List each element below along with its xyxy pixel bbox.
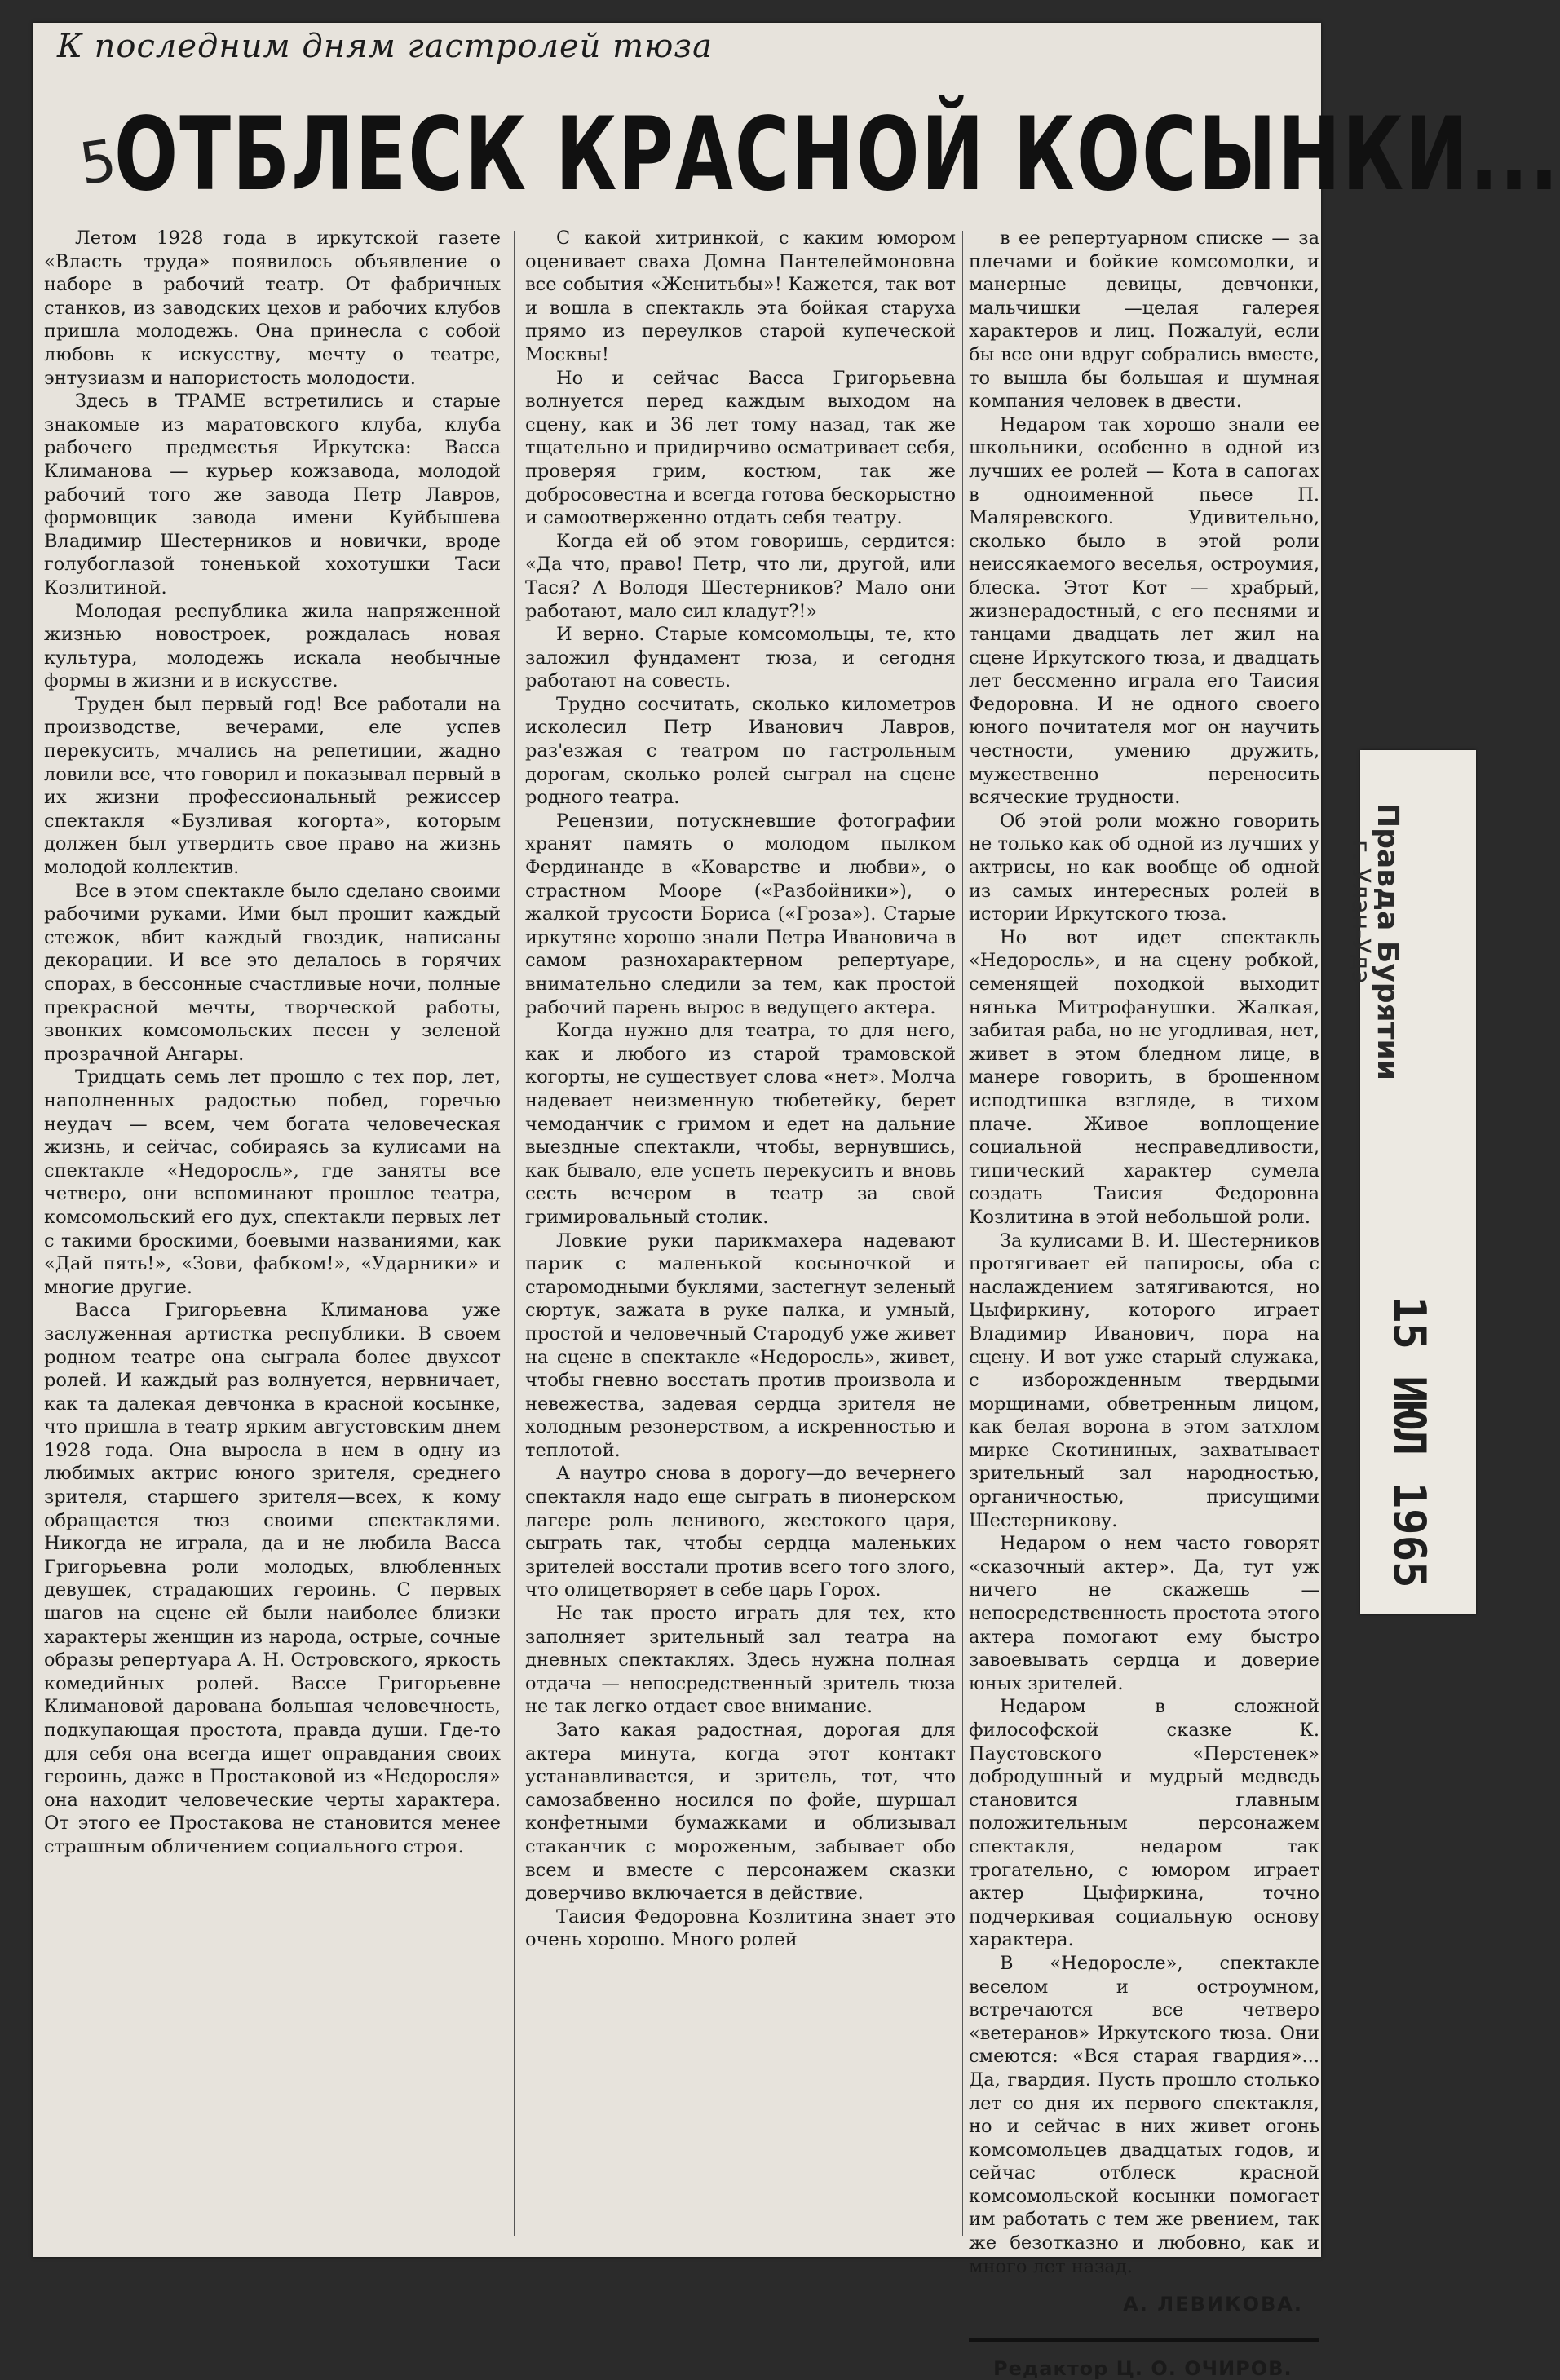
paragraph: Васса Григорьевна Климанова уже заслуженная артистка республики. В своем родном театре она сыграла более двухсот ролей. И каждый раз волнуется, нервничает, как та далекая девчонка в красной косынке, что пришла в театр ярким августовским днем 1928 года. Она выросла в нем в одну из любимых актрис юного зрителя, среднего зрителя, старшего зрителя—всех, к кому обращается тюз своими спектаклями. Никогда не играла, да и не любила Васса Григорьевна роли молодых, влюбленных девушек, страдающих героинь. С первых шагов на сцене ей были наиболее близки характеры женщин из народа, острые, сочные образы репертуара А. Н. Островского, яркость комедийных ролей. Вассе Григорьевне Климановой дарована большая человечность, подкупающая простота, правда души. Где-то для себя она всегда ищет оправдания своих героинь, даже в Простаковой из «Недоросля» она находит человеческие черты характера. От этого ее Простакова не становится менее страшным обличением социального строя.: [44, 1300, 501, 1857]
paragraph: Молодая республика жила напряженной жизнью новостроек, рождалась новая культура, молодежь искала необычные формы в жизни и в искусстве.: [44, 600, 501, 692]
paragraph: Рецензии, потускневшие фотографии хранят память о молодом пылком Фердинанде в «Коварстве и любви», о страстном Мооре («Разбойники»), о жалкой трусости Бориса («Гроза»). Старые иркутяне хорошо знали Петра Ивановича в самом разнохарактерном репертуаре, внимательно следили за тем, как простой рабочий парень вырос в ведущего актера.: [525, 810, 956, 1018]
paragraph: Ловкие руки парикмахера надевают парик с маленькой косыночкой и старомодными буклями, застегнут зеленый сюртук, зажата в руке палка, и умный, простой и человечный Стародуб уже живет на сцене в спектакле «Недоросль», живет, чтобы гневно восстать против произвола и невежества, задевая сердца зрителя не холодным резонерством, а искренностью и теплотой.: [525, 1230, 956, 1461]
paragraph: В «Недоросле», спектакле веселом и остроумном, встречаются все четверо «ветеранов» Иркутского тюза. Они смеются: «Вся старая гвардия»... Да, гвардия. Пусть прошло столько лет со дня их первого спектакля, но и сейчас в них живет огонь комсомольцев двадцатых годов, и сейчас отблеск красной комсомольской косынки помогает им работать с тем же рвением, так же безотказно и любовно, как и много лет назад.: [969, 1952, 1319, 2277]
article-column-2: [525, 227, 956, 2241]
paragraph: в ее репертуарном списке — за плечами и бойкие комсомолки, и манерные девицы, девчонки, мальчишки —целая галерея характеров и лиц. Пожалуй, если бы все они вдруг собрались вместе, то вышла бы большая и шумная компания человек в двести.: [969, 227, 1319, 413]
date-stamp: 15 ИЮЛ 1965: [1384, 1296, 1435, 1588]
paragraph: Когда нужно для театра, то для него, как и любого из старой трамовской когорты, не существует слова «нет». Молча надевает неизменную тюбетейку, берет чемоданчик с гримом и едет на дальние выездные спектакли, чтобы, вернувшись, как бывало, еле успеть перекусить и вновь сесть вечером в театр за свой гримировальный столик.: [525, 1020, 956, 1228]
paragraph: Об этой роли можно говорить не только как об одной из лучших у актрисы, но как вообще об одной из самых интересных ролей в истории Иркутского тюза.: [969, 810, 1319, 925]
paragraph: Но вот идет спектакль «Недоросль», и на сцену робкой, семенящей походкой выходит нянька Митрофанушки. Жалкая, забитая раба, но не угодливая, нет, живет в этом бледном лице, в манере говорить, в брошенном исподтишка взгляде, в тихом плаче. Живое воплощение социальной несправедливости, типический характер сумела создать Таисия Федоровна Козлитина в этой небольшой роли.: [969, 926, 1319, 1228]
author-signature: А. ЛЕВИКОВА.: [1123, 2293, 1303, 2316]
headline: ОТБЛЕСК КРАСНОЙ КОСЫНКИ...: [114, 95, 1560, 214]
article-column-3: [969, 227, 1319, 2380]
paragraph: Здесь в ТРАМЕ встретились и старые знакомые из маратовского клуба, клуба рабочего предместья Иркутска: Васса Климанова — курьер кожзавода, молодой рабочий того же завода Петр Лавров, формовщик завода имени Куйбышева Владимир Шестерников и новички, вроде голубоглазой тоненькой хохотушки Таси Козлитиной.: [44, 391, 501, 598]
paragraph: Все в этом спектакле было сделано своими рабочими руками. Ими был прошит каждый стежок, вбит каждый гвоздик, написаны декорации. И все это делалось в горячих спорах, в бессонные счастливые ночи, полные прекрасной мечты, творческой работы, звонких комсомольских песен у зеленой прозрачной Ангары.: [44, 880, 501, 1065]
handwritten-mark: 5: [75, 126, 122, 198]
source-city: г. Улан-Удэ: [1346, 840, 1375, 984]
paragraph: Недаром о нем часто говорят «сказочный актер». Да, тут уж ничего не скажешь — непосредственность простота этого актера помогают ему быстро завоевывать сердца и доверие юных зрителей.: [969, 1533, 1319, 1694]
rubric: К последним дням гастролей тюза: [57, 28, 713, 65]
paragraph: Не так просто играть для тех, кто заполняет зрительный зал театра на дневных спектаклях. Здесь нужна полная отдача — непосредственный зритель тюза не так легко отдает свое внимание.: [525, 1603, 956, 1718]
paragraph: А наутро снова в дорогу—до вечернего спектакля надо еще сыграть в пионерском лагере роль ленивого, жестокого царя, сыграть так, чтобы сердца маленьких зрителей восстали против всего того злого, что олицетворяет в себе царь Горох.: [525, 1463, 956, 1601]
paragraph: За кулисами В. И. Шестерников протягивает ей папиросы, оба с наслаждением затягиваются, но Цыфиркину, которого играет Владимир Иванович, пора на сцену. И вот уже старый служака, с изборожденным твердыми морщинами, обветренным лицом, как белая ворона в этом затхлом мирке Скотининых, захватывает зрительный зал народностью, органичностью, присущими Шестерникову.: [969, 1230, 1319, 1531]
column-divider: [962, 231, 963, 2236]
column-divider: [514, 231, 515, 2236]
paragraph: Летом 1928 года в иркутской газете «Власть труда» появилось объявление о наборе в рабочий театр. От фабричных станков, из заводских цехов и рабочих клубов пришла молодежь. Она принесла с собой любовь к искусству, мечту о театре, энтузиазм и напористость молодости.: [44, 227, 501, 389]
footer-rule: [969, 2338, 1319, 2342]
paragraph: С какой хитринкой, с каким юмором оценивает сваха Домна Пантелеймоновна все события «Женитьбы»! Кажется, так вот и вошла в спектакль эта бойкая старуха прямо из переулков старой купеческой Москвы!: [525, 227, 956, 365]
paragraph: Тридцать семь лет прошло с тех пор, лет, наполненных радостью побед, горечью неудач — всем, чем богата человеческая жизнь, и сейчас, собираясь за кулисами на спектакле «Недоросль», где заняты все четверо, они вспоминают прошлое театра, комсомольский его дух, спектакли первых лет с такими броскими, боевыми названиями, как «Дай пять!», «Зови, фабком!», «Ударники» и многие другие.: [44, 1066, 501, 1298]
paragraph: Таисия Федоровна Козлитина знает это очень хорошо. Много ролей: [525, 1905, 956, 1951]
paragraph: Трудно сосчитать, сколько километров исколесил Петр Иванович Лавров, раз'езжая с театром по гастрольным дорогам, сколько ролей сыграл на сцене родного театра.: [525, 693, 956, 809]
paragraph: Зато какая радостная, дорогая для актера минута, когда этот контакт устанавливается, и зритель, тот, что самозабвенно носился по фойе, шуршал конфетными бумажками и облизывал стаканчик с мороженым, забывает обо всем и вместе с персонажем сказки доверчиво включается в действие.: [525, 1720, 956, 1905]
paragraph: Но и сейчас Васса Григорьевна волнуется перед каждым выходом на сцену, как и 36 лет тому назад, так же тщательно и придирчиво осматривает себя, проверяя грим, костюм, так же добросовестна и всегда готова бескорыстно и самоотверженно отдать себя театру.: [525, 367, 956, 529]
article-column-1: [44, 227, 501, 2241]
paragraph: Когда ей об этом говоришь, сердится: «Да что, право! Петр, что ли, другой, или Тася? А Володя Шестерников? Мало они работают, мало сил кладут?!»: [525, 530, 956, 622]
paragraph: Труден был первый год! Все работали на производстве, вечерами, еле успев перекусить, мчались на репетиции, жадно ловили все, что говорил и показывал первый в их жизни профессиональный режиссер спектакля «Бузливая когорта», которым должен был утвердить свое право на жизнь молодой коллектив.: [44, 693, 501, 879]
paragraph: И верно. Старые комсомольцы, те, кто заложил фундамент тюза, и сегодня работают на совесть.: [525, 624, 956, 692]
paragraph: Недаром так хорошо знали ее школьники, особенно в одной из лучших ее ролей — Кота в сапогах в одноименной пьесе П. Маляревского. Удивительно, сколько было в этой роли неиссякаемого веселья, остроумия, блеска. Этот Кот — храбрый, жизнерадостный, с его песнями и танцами двадцать лет жил на сцене Иркутского тюза, и двадцать лет бессменно играла его Таисия Федоровна. И не одного своего юного почитателя мог он научить честности, умению дружить, мужественно переносить всяческие трудности.: [969, 413, 1319, 809]
editor-credit: Редактор Ц. О. ОЧИРОВ.: [993, 2356, 1293, 2380]
paragraph: Недаром в сложной философской сказке К. Паустовского «Перстенек» добродушный и мудрый медведь становится главным положительным персонажем спектакля, недаром так трогательно, с юмором играет актер Цыфиркина, точно подчеркивая социальную основу характера.: [969, 1696, 1319, 1951]
source-newspaper-name: Правда Бурятии: [1371, 803, 1404, 1080]
